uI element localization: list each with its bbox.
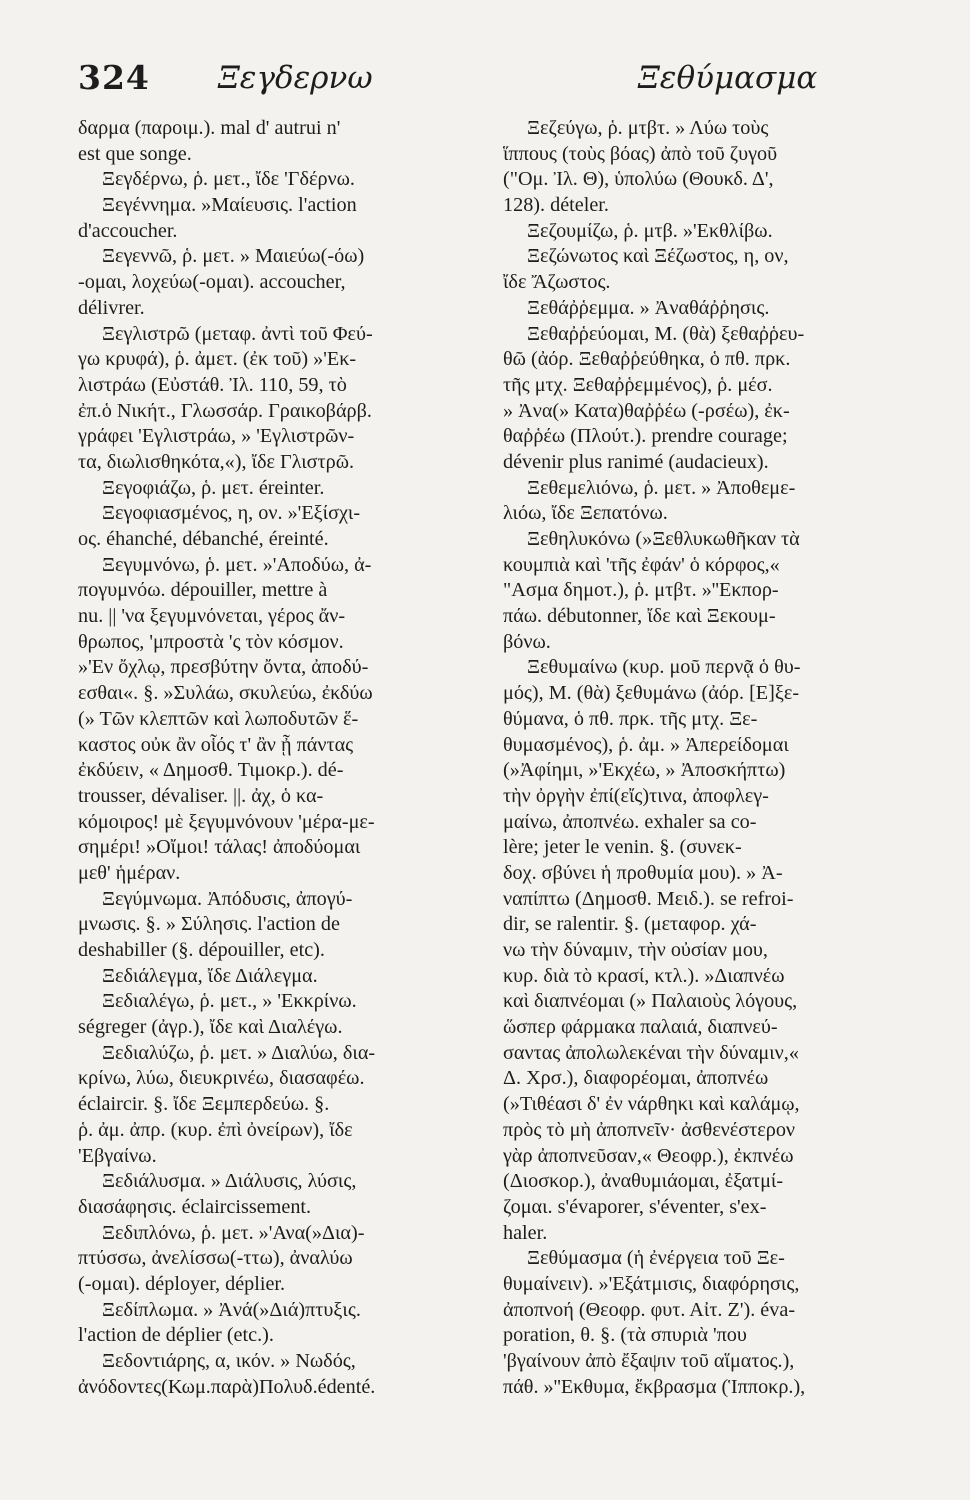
text-line: Ξεγυμνόνω, ῥ. μετ. »'Αποδύω, ἀ- — [102, 553, 372, 576]
text-line: κρίνω, λύω, διευκρινέω, διασαφέω. — [78, 1067, 365, 1090]
text-line: δοχ. σβύνει ἡ προθυμία μου). » Ἀ- — [503, 861, 783, 884]
text-line: Ξεδιπλόνω, ῥ. μετ. »'Ανα(»Δια)- — [102, 1221, 365, 1244]
text-line: est que songe. — [78, 142, 192, 165]
text-line: πάθ. »''Εκθυμα, ἔκβρασμα (Ἱπποκρ.), — [503, 1375, 806, 1398]
text-line: ος. éhanché, débanché, éreinté. — [78, 528, 329, 550]
text-line: Ξεθύμασμα (ἡ ἐνέργεια τοῦ Ξε- — [527, 1247, 785, 1270]
text-line: Ξεγεννῶ, ῥ. μετ. » Μαιεύω(-όω) — [102, 245, 365, 268]
page-number: 324 — [78, 58, 150, 97]
text-line: deshabiller (§. dépouiller, etc). — [78, 939, 325, 961]
text-line: πογυμνόω. dépouiller, mettre à — [78, 579, 328, 602]
page-header — [78, 58, 910, 108]
text-line: l'action de déplier (etc.). — [78, 1324, 274, 1347]
text-line: καὶ διαπνέομαι (» Παλαιοὺς λόγους, — [503, 990, 798, 1013]
text-line: Ξεδοντιάρης, α, ικόν. » Νωδός, — [102, 1350, 356, 1372]
text-line: δαρμα (παροιμ.). mal d' autrui n' — [78, 117, 341, 139]
text-line: d'accoucher. — [78, 219, 178, 242]
text-line: λιόω, ἴδε Ξεπατόνω. — [503, 502, 668, 525]
text-line: μεθ' ἡμέραν. — [78, 861, 181, 884]
text-line: dévenir plus ranimé (audacieux). — [503, 450, 769, 473]
text-line: 'Εβγαίνω. — [78, 1144, 157, 1167]
text-line: Ξεθάῤῥεμμα. » Ἀναθάῤῥησις. — [527, 296, 770, 319]
text-line: ségreger (ἀγρ.), ἴδε καὶ Διαλέγω. — [78, 1016, 343, 1039]
text-line: διασάφησις. éclaircissement. — [78, 1195, 312, 1218]
text-line: γράφει 'Εγλιστράω, » 'Εγλιστρῶν- — [78, 425, 355, 448]
text-line: Ξεζουμίζω, ῥ. μτβ. »'Εκθλίβω. — [527, 219, 773, 242]
text-line: κυρ. διὰ τὸ κρασί, κτλ.). »Διαπνέω — [503, 964, 785, 987]
text-line: πρὸς τὸ μὴ ἀποπνεῖν· ἀσθενέστερον — [503, 1118, 796, 1141]
text-line: Ξεγδέρνω, ῥ. μετ., ἴδε 'Γδέρνω. — [102, 168, 355, 191]
text-line: θυμασμένος), ῥ. ἀμ. » Ἀπερείδομαι — [503, 733, 789, 756]
text-line: délivrer. — [78, 296, 145, 319]
text-line: ("Ομ. Ἰλ. Θ), ὑπολύω (Θουκδ. Δ', — [503, 168, 774, 191]
text-line: λιστράω (Εὐστάθ. Ἰλ. 110, 59, τὸ — [78, 373, 347, 396]
text-line: ζομαι. s'évaporer, s'éventer, s'ex- — [503, 1195, 767, 1218]
text-line: Ξεδίπλωμα. » Ἀνά(»Διά)πτυξις. — [102, 1298, 361, 1321]
right-column — [503, 116, 903, 1400]
text-line: Ξεθεμελιόνω, ῥ. μετ. » Ἀποθεμε- — [527, 476, 796, 499]
text-line: γὰρ ἀποπνεῦσαν,« Θεοφρ.), ἐκπνέω — [503, 1144, 794, 1167]
text-line: (»Τιθέασι δ' ἐν νάρθηκι καὶ καλάμῳ, — [503, 1093, 800, 1116]
text-line: γω κρυφά), ῥ. ἀμετ. (ἐκ τοῦ) »'Εκ- — [78, 348, 357, 371]
text-line: κουμπιὰ καὶ 'τῆς ἐφάν' ὁ κόρφος,« — [503, 553, 780, 576]
text-line: Ξεγοφιασμένος, η, ον. »'Εξίσχι- — [102, 502, 361, 525]
text-line: ὥσπερ φάρμακα παλαιά, διαπνεύ- — [503, 1016, 778, 1039]
text-line: Δ. Χρσ.), διαφορέομαι, ἀποπνέω — [503, 1067, 769, 1090]
text-line: Ξεζώνωτος καὶ Ξέζωστος, η, ον, — [527, 245, 789, 268]
text-line: τα, διωλισθηκότα,«), ἴδε Γλιστρῶ. — [78, 450, 355, 473]
text-line: ἀνόδοντες(Κωμ.παρὰ)Πολυδ.édenté. — [78, 1375, 376, 1398]
text-line: ἴδε Ἄζωστος. — [503, 271, 611, 294]
text-line: -ομαι, λοχεύω(-ομαι). accoucher, — [78, 271, 346, 294]
text-line: Ξεθηλυκόνω (»Ξεθλυκωθῆκαν τὰ — [527, 528, 800, 550]
text-line: κόμοιρος! μὲ ξεγυμνόνουν 'μέρα-με- — [78, 810, 375, 833]
text-line: εσθαι«. §. »Συλάω, σκυλεύω, ἐκδύω — [78, 682, 373, 705]
text-line: (-ομαι). déployer, déplier. — [78, 1272, 286, 1295]
text-line: Ξεγοφιάζω, ῥ. μετ. éreinter. — [102, 476, 325, 499]
text-line: (»Ἀφίημι, »'Εκχέω, » Ἀποσκήπτω) — [503, 759, 786, 782]
text-line: βόνω. — [503, 630, 551, 653]
text-line: τὴν ὀργὴν ἐπί(εἴς)τινα, ἀποφλεγ- — [503, 784, 769, 807]
text-line: Ξεγύμνωμα. Ἀπόδυσις, ἀπογύ- — [102, 887, 353, 910]
text-line: ναπίπτω (Δημοσθ. Μειδ.). se refroi- — [503, 887, 794, 910]
text-line: (Διοσκορ.), ἀναθυμιάομαι, ἐξατμί- — [503, 1170, 784, 1193]
text-line: ἀποπνοή (Θεοφρ. φυτ. Αἰτ. Ζ'). éva- — [503, 1298, 796, 1321]
text-line: ἐκδύειν, « Δημοσθ. Τιμοκρ.). dé- — [78, 759, 344, 782]
left-column — [78, 116, 478, 1400]
text-line: Ξεγλιστρῶ (μεταφ. ἀντὶ τοῦ Φεύ- — [102, 322, 373, 345]
text-line: πτύσσω, ἀνελίσσω(-ττω), ἀναλύω — [78, 1247, 353, 1270]
running-head-left: Ξεγδερνω — [218, 60, 373, 96]
text-line: Ξεδιαλέγω, ῥ. μετ., » 'Εκκρίνω. — [102, 990, 357, 1013]
text-line: haler. — [503, 1221, 548, 1244]
text-line: »'Εν ὄχλῳ, πρεσβύτην ὄντα, ἀποδύ- — [78, 656, 369, 679]
text-line: ἐπ.ὁ Νικήτ., Γλωσσάρ. Γραικοβάρβ. — [78, 399, 372, 422]
text-line: θύμανα, ὁ πθ. πρκ. τῆς μτχ. Ξε- — [503, 707, 758, 730]
text-line: νω τὴν δύναμιν, τὴν οὐσίαν μου, — [503, 939, 768, 961]
text-line: θυμαίνειν). »'Εξάτμισις, διαφόρησις, — [503, 1272, 800, 1295]
text-line: Ξεζεύγω, ῥ. μτβτ. » Λύω τοὺς — [527, 117, 769, 139]
text-line: (» Τῶν κλεπτῶν καὶ λωποδυτῶν ἕ- — [78, 707, 359, 730]
text-line: trousser, dévaliser. ||. ἀχ, ὁ κα- — [78, 784, 324, 807]
text-line: dir, se ralentir. §. (μεταφορ. χά- — [503, 913, 757, 936]
text-line: » Ἀνα(» Κατα)θαῤῥέω (-ρσέω), ἐκ- — [503, 399, 790, 422]
text-line: Ξεδιάλυσμα. » Διάλυσις, λύσις, — [102, 1170, 357, 1193]
text-line: θρωπος, 'μπροστὰ 'ς τὸν κόσμον. — [78, 630, 344, 653]
text-line: θῶ (ἀόρ. Ξεθαῤῥεύθηκα, ὁ πθ. πρκ. — [503, 348, 791, 371]
text-line: τῆς μτχ. Ξεθαῤῥεμμένος), ῥ. μέσ. — [503, 373, 773, 396]
text-line: μνωσις. §. » Σύλησις. l'action de — [78, 913, 340, 936]
text-line: lère; jeter le venin. §. (συνεκ- — [503, 836, 742, 859]
text-line: σαντας ἀπολωλεκέναι τὴν δύναμιν,« — [503, 1041, 799, 1064]
text-line: nu. || 'να ξεγυμνόνεται, γέρος ἄν- — [78, 605, 346, 628]
text-line: πάω. débutonner, ἴδε καὶ Ξεκουμ- — [503, 605, 776, 628]
text-line: ἵππους (τοὺς βόας) ἀπὸ τοῦ ζυγοῦ — [503, 142, 778, 165]
text-line: Ξεδιάλεγμα, ἴδε Διάλεγμα. — [102, 964, 318, 987]
text-line: "Ασμα δημοτ.), ῥ. μτβτ. »''Εκπορ- — [503, 579, 779, 602]
text-line: 'βγαίνουν ἀπὸ ἔξαψιν τοῦ αἵματος.), — [503, 1350, 795, 1372]
text-line: ῥ. ἀμ. ἀπρ. (κυρ. ἐπὶ ὀνείρων), ἴδε — [78, 1118, 353, 1141]
text-line: καστος οὐκ ἂν οἷός τ' ἂν ᾖ πάντας — [78, 733, 354, 756]
text-line: Ξεγέννημα. »Μαίευσις. l'action — [102, 194, 357, 217]
text-line: Ξεδιαλύζω, ῥ. μετ. » Διαλύω, δια- — [102, 1041, 376, 1064]
text-line: θαῤῥέω (Πλούτ.). prendre courage; — [503, 425, 788, 448]
text-line: μαίνω, ἀποπνέω. exhaler sa co- — [503, 810, 757, 833]
text-line: éclaircir. §. ἴδε Ξεμπερδεύω. §. — [78, 1093, 330, 1116]
text-line: Ξεθαῤῥεύομαι, Μ. (θὰ) ξεθαῤῥευ- — [527, 322, 805, 345]
text-line: poration, θ. §. (τὰ σπυριὰ 'που — [503, 1324, 747, 1347]
text-line: μός), Μ. (θὰ) ξεθυμάνω (ἀόρ. [Ε]ξε- — [503, 682, 800, 705]
running-head-right: Ξεθύμασμα — [638, 60, 818, 96]
text-line: Ξεθυμαίνω (κυρ. μοῦ περνᾷ ὁ θυ- — [527, 656, 801, 679]
text-line: σημέρι! »Οἴμοι! τάλας! ἀποδύομαι — [78, 836, 361, 859]
text-line: 128). dételer. — [503, 194, 609, 217]
